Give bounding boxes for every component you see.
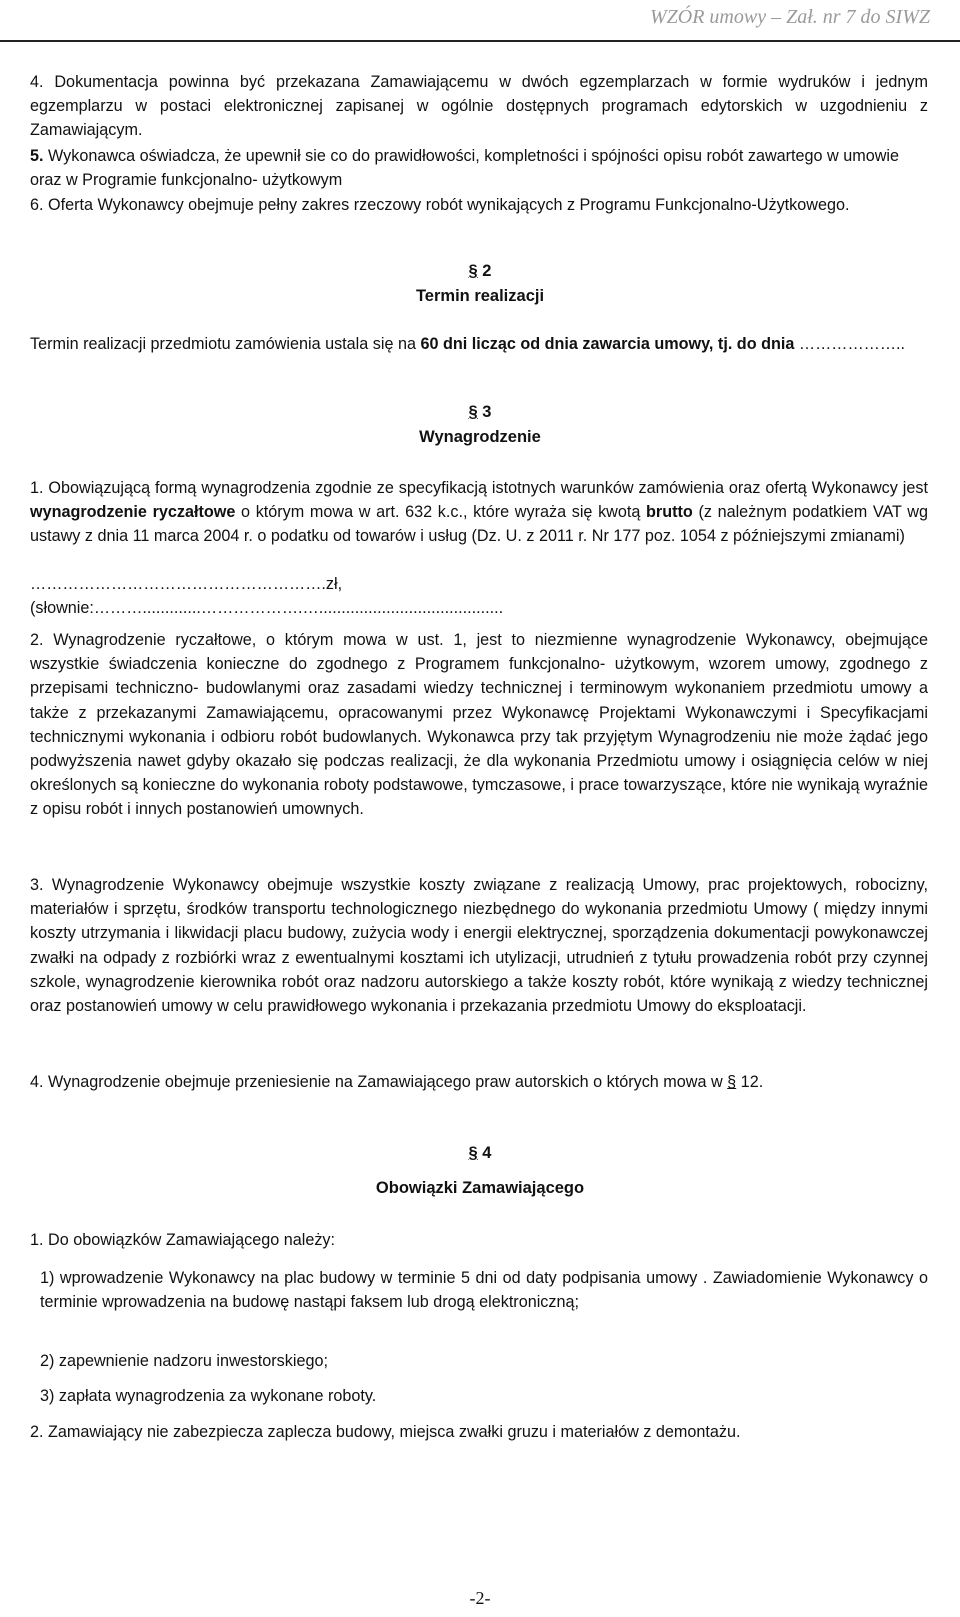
section-3-paragraph-2: 2. Wynagrodzenie ryczałtowe, o którym mowa w ust. 1, jest to niezmienne wynagrodzenie Wykonawcy, obejmujące wszystkie świadczenia konieczne do zgodnego z Programem funkcjonalno- użytkowym, wzorem umowy, zgodnego z przepisami techniczno- budowlanymi oraz zasadami wiedzy technicznej i terminowym wykonaniem przedmiotu umowy a także z przekazanymi Zamawiającemu, opracowanymi przez Wykonawcę Projektami Wykonawczymi i Specyfikacjami technicznymi wykonania i odbioru robót budowlanych. Wykonawca przy tak przyjętym Wynagrodzeniu nie może żądać jego podwyższenia nawet gdyby okazało się podczas realizacji, że dla wykonania Przedmiotu umowy i osiągnięcia celów w niej określonych są konieczne do wykonania roboty podstawowe, tymczasowe, i prace towarzyszące, które nie wynikają wyraźnie z opisu robót i innych postanowień umownych. xyxy=(30,631,928,819)
amount-words-line: (słownie:……….............……………….…......................................... xyxy=(30,599,504,617)
section-4-number: § 4 xyxy=(468,1144,492,1162)
section-4-title: Obowiązki Zamawiającego xyxy=(375,1179,585,1197)
paragraph-6: 6. Oferta Wykonawcy obejmuje pełny zakres rzeczowy robót wynikających z Programu Funkcjonalno-Użytkowego. xyxy=(30,196,850,214)
section-symbol: § xyxy=(468,403,478,421)
section-4-paragraph-2: 2. Zamawiający nie zabezpiecza zaplecza budowy, miejsca zwałki gruzu i materiałów z demontażu. xyxy=(30,1423,741,1441)
paragraph-5-number: 5. xyxy=(30,147,44,165)
section-3-paragraph-4: 4. Wynagrodzenie obejmuje przeniesienie na Zamawiającego praw autorskich o których mowa w § 12. xyxy=(30,1073,764,1091)
section-4-paragraph-1: 1. Do obowiązków Zamawiającego należy: xyxy=(30,1231,336,1249)
page-number: -2- xyxy=(469,1588,491,1608)
section-3-paragraph-3: 3. Wynagrodzenie Wykonawcy obejmuje wszystkie koszty związane z realizacją Umowy, prac projektowych, robocizny, materiałów i sprzętu, środków transportu technologicznego niezbędnego do wykonania przedmiotu Umowy ( między innymi koszty utrzymania i likwidacji placu budowy, zużycia wody i energii elektrycznej, sporządzenia dokumentacji powykonawczej zwałki na odpady z rozbiórki wraz z ewentualnymi kosztami ich utylizacji, utrudnień z tytułu prowadzenia robót przy czynnej szkole, wynagrodzenie kierownika robót oraz nadzoru autorskiego a także koszty robót, które wynikają z wiedzy technicznej oraz postanowień umowy w celu prawidłowego wykonania i przekazania przedmiotu Umowy do eksploatacji. xyxy=(30,876,928,1016)
section-3-number: § 3 xyxy=(468,403,492,421)
duty-item-2: 2) zapewnienie nadzoru inwestorskiego; xyxy=(40,1352,328,1370)
section-2-number: § 2 xyxy=(468,262,492,280)
section-2-title: Termin realizacji xyxy=(415,287,545,305)
document-header: WZÓR umowy – Zał. nr 7 do SIWZ xyxy=(649,6,930,28)
duty-item-3: 3) zapłata wynagrodzenia za wykonane roboty. xyxy=(40,1387,377,1405)
section-symbol: § xyxy=(468,1144,478,1162)
header-rule xyxy=(0,40,960,42)
section-3-paragraph-1: 1. Obowiązującą formą wynagrodzenia zgodnie ze specyfikacją istotnych warunków zamówienia oraz ofertą Wykonawcy jest wynagrodzenie ryczałtowe o którym mowa w art. 632 k.c., które wyraża się kwotą brutto (z należnym podatkiem VAT wg ustawy z dnia 11 marca 2004 r. o podatku od towarów i usług (Dz. U. z 2011 r. Nr 177 poz. 1054 z późniejszymi zmianami) xyxy=(30,479,928,546)
section-2-text: Termin realizacji przedmiotu zamówienia ustala się na 60 dni licząc od dnia zawarcia umowy, tj. do dnia ……………….. xyxy=(30,335,905,353)
section-symbol: § xyxy=(468,262,478,280)
paragraph-5 xyxy=(30,144,928,192)
section-3-title: Wynagrodzenie xyxy=(419,428,541,446)
amount-line: ……………………………………………….zł, xyxy=(30,575,343,593)
paragraph-4: 4. Dokumentacja powinna być przekazana Zamawiającemu w dwóch egzemplarzach w formie wydruków i jednym egzemplarzu w postaci elektronicznej zapisanej w ogólnie dostępnych programach edytorskich w uzgodnieniu z Zamawiającym. xyxy=(30,73,928,140)
duty-item-1: 1) wprowadzenie Wykonawcy na plac budowy w terminie 5 dni od daty podpisania umowy . Zawiadomienie Wykonawcy o terminie wprowadzenia na budowę nastąpi faksem lub drogą elektroniczną; xyxy=(40,1269,928,1312)
paragraph-5-text: Wykonawca oświadcza, że upewnił sie co do prawidłowości, kompletności i spójności opisu robót zawartego w umowie oraz w Programie funkcjonalno- użytkowym xyxy=(30,147,900,190)
